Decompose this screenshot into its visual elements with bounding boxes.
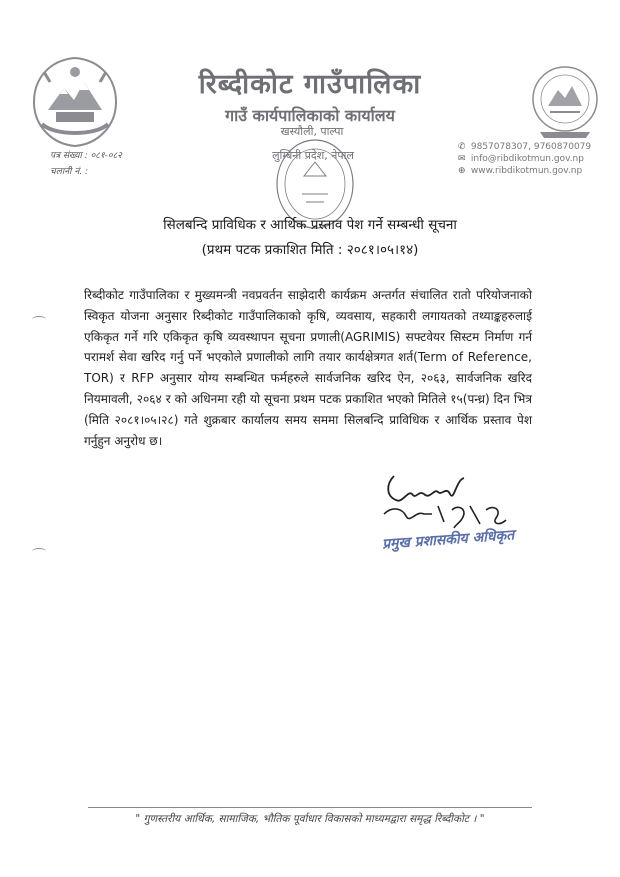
globe-icon: ⊕: [458, 166, 466, 176]
nepal-emblem-logo: [20, 52, 130, 152]
phone-text: 9857078307, 9760870079: [470, 142, 592, 152]
punch-hole-mark: [32, 548, 46, 555]
address-line-1: खस्यौली, पाल्पा: [280, 125, 344, 138]
contact-email: [458, 154, 584, 164]
municipality-title: रिब्दीकोट गाउँपालिका: [198, 69, 422, 100]
handwritten-signature: [372, 470, 522, 534]
notice-body-text: रिब्दीकोट गाउँपालिका र मुख्यमन्त्री नवप्रवर्तन साझेदारी कार्यक्रम अन्तर्गत संचालित रातो परियोजनाको स्विकृत योजना अनुसार रिब्दीकोट गाउँपालिकाको कृषि, व्यवसाय, सहकारी लगायतको तथ्याङ्कहरुलाई एकिकृत गर्ने गरि एकिकृत कृषि व्यवस्थापन सूचना प्रणाली(AGRIMIS) सफ्टवेयर सिस्टम निर्माण गर्न परामर्श सेवा खरिद गर्नु पर्ने भएकोले प्रणालीको लागि तयार कार्यक्षेत्रगत शर्त(Term of Reference, TOR) र RFP अनुसार योग्य सम्बन्धित फर्महरुले सार्वजनिक खरिद ऐन, २०६३, सार्वजनिक खरिद नियमावली, २०६४ र को अधिनमा रही यो सूचना प्रथम पटक प्रकाशित भएको मितिले १५(पन्ध्र) दिन भित्र (मिति २०८१।०५।२८) गते शुक्रबार कार्यालय समय सममा सिलबन्दि प्राविधिक र आर्थिक प्रस्ताव पेश गर्नुहुन अनुरोध छ।: [84, 288, 532, 448]
email-text: info@ribdikotmun.gov.np: [470, 154, 584, 164]
notice-body: [84, 285, 532, 451]
municipality-emblem: [530, 62, 600, 140]
office-subtitle: गाउँ कार्यपालिकाको कार्यालय: [225, 106, 395, 125]
notice-title: सिलबन्दि प्राविधिक र आर्थिक प्रस्ताव पेश गर्ने सम्बन्धी सूचना: [163, 217, 457, 233]
contact-phone: [458, 142, 591, 152]
contact-website: [458, 166, 582, 176]
email-icon: ✉: [458, 154, 466, 164]
website-text: www.ribdikotmun.gov.np: [470, 166, 583, 176]
dispatch-number-label: चलानी नं. :: [50, 167, 89, 177]
published-date: (प्रथम पटक प्रकाशित मिति : २०८१।०५।१४): [201, 242, 419, 258]
letter-number-value: ०८१-०८२: [90, 151, 122, 161]
dispatch-number-field: [50, 164, 88, 177]
designation-stamp: प्रमुख प्रशासकीय अधिकृत: [381, 527, 515, 553]
address-line-2: लुम्बिनी प्रदेश, नेपाल: [272, 149, 354, 162]
phone-icon: ✆: [458, 142, 466, 152]
letter-number-label: पत्र संख्या :: [50, 151, 88, 161]
letter-number-field: [50, 148, 122, 161]
punch-hole-mark: [32, 316, 46, 323]
footer-slogan: " गुणस्तरीय आर्थिक, सामाजिक, भौतिक पूर्वाधार विकासको माध्यमद्वारा समृद्ध रिब्दीकोट । ": [135, 813, 485, 825]
footer-divider: [88, 807, 532, 808]
